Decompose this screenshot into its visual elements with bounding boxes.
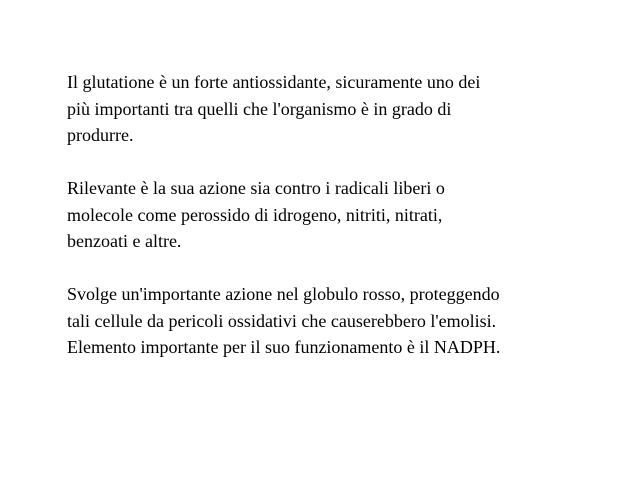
slide-text-block [67, 69, 627, 387]
paragraph-radicals [67, 175, 627, 255]
paragraph-line: più importanti tra quelli che l'organismo è in grado di [67, 98, 452, 119]
paragraph-line: benzoati e altre. [67, 231, 182, 251]
paragraph-line: produrre. [67, 125, 134, 145]
paragraph-antioxidant [67, 69, 627, 149]
paragraph-line: Svolge un'importante azione nel globulo rosso, proteggendo [67, 284, 500, 304]
paragraph-red-blood-cell [67, 281, 627, 361]
paragraph-line: Rilevante è la sua azione sia contro i radicali liberi o [67, 178, 445, 198]
paragraph-line: molecole come perossido di idrogeno, nitriti, nitrati, [67, 204, 443, 225]
paragraph-line: tali cellule da pericoli ossidativi che causerebbero l'emolisi. [67, 310, 497, 331]
paragraph-line: Elemento importante per il suo funzionamento è il NADPH. [67, 337, 501, 357]
paragraph-line: Il glutatione è un forte antiossidante, sicuramente uno dei [67, 72, 481, 92]
